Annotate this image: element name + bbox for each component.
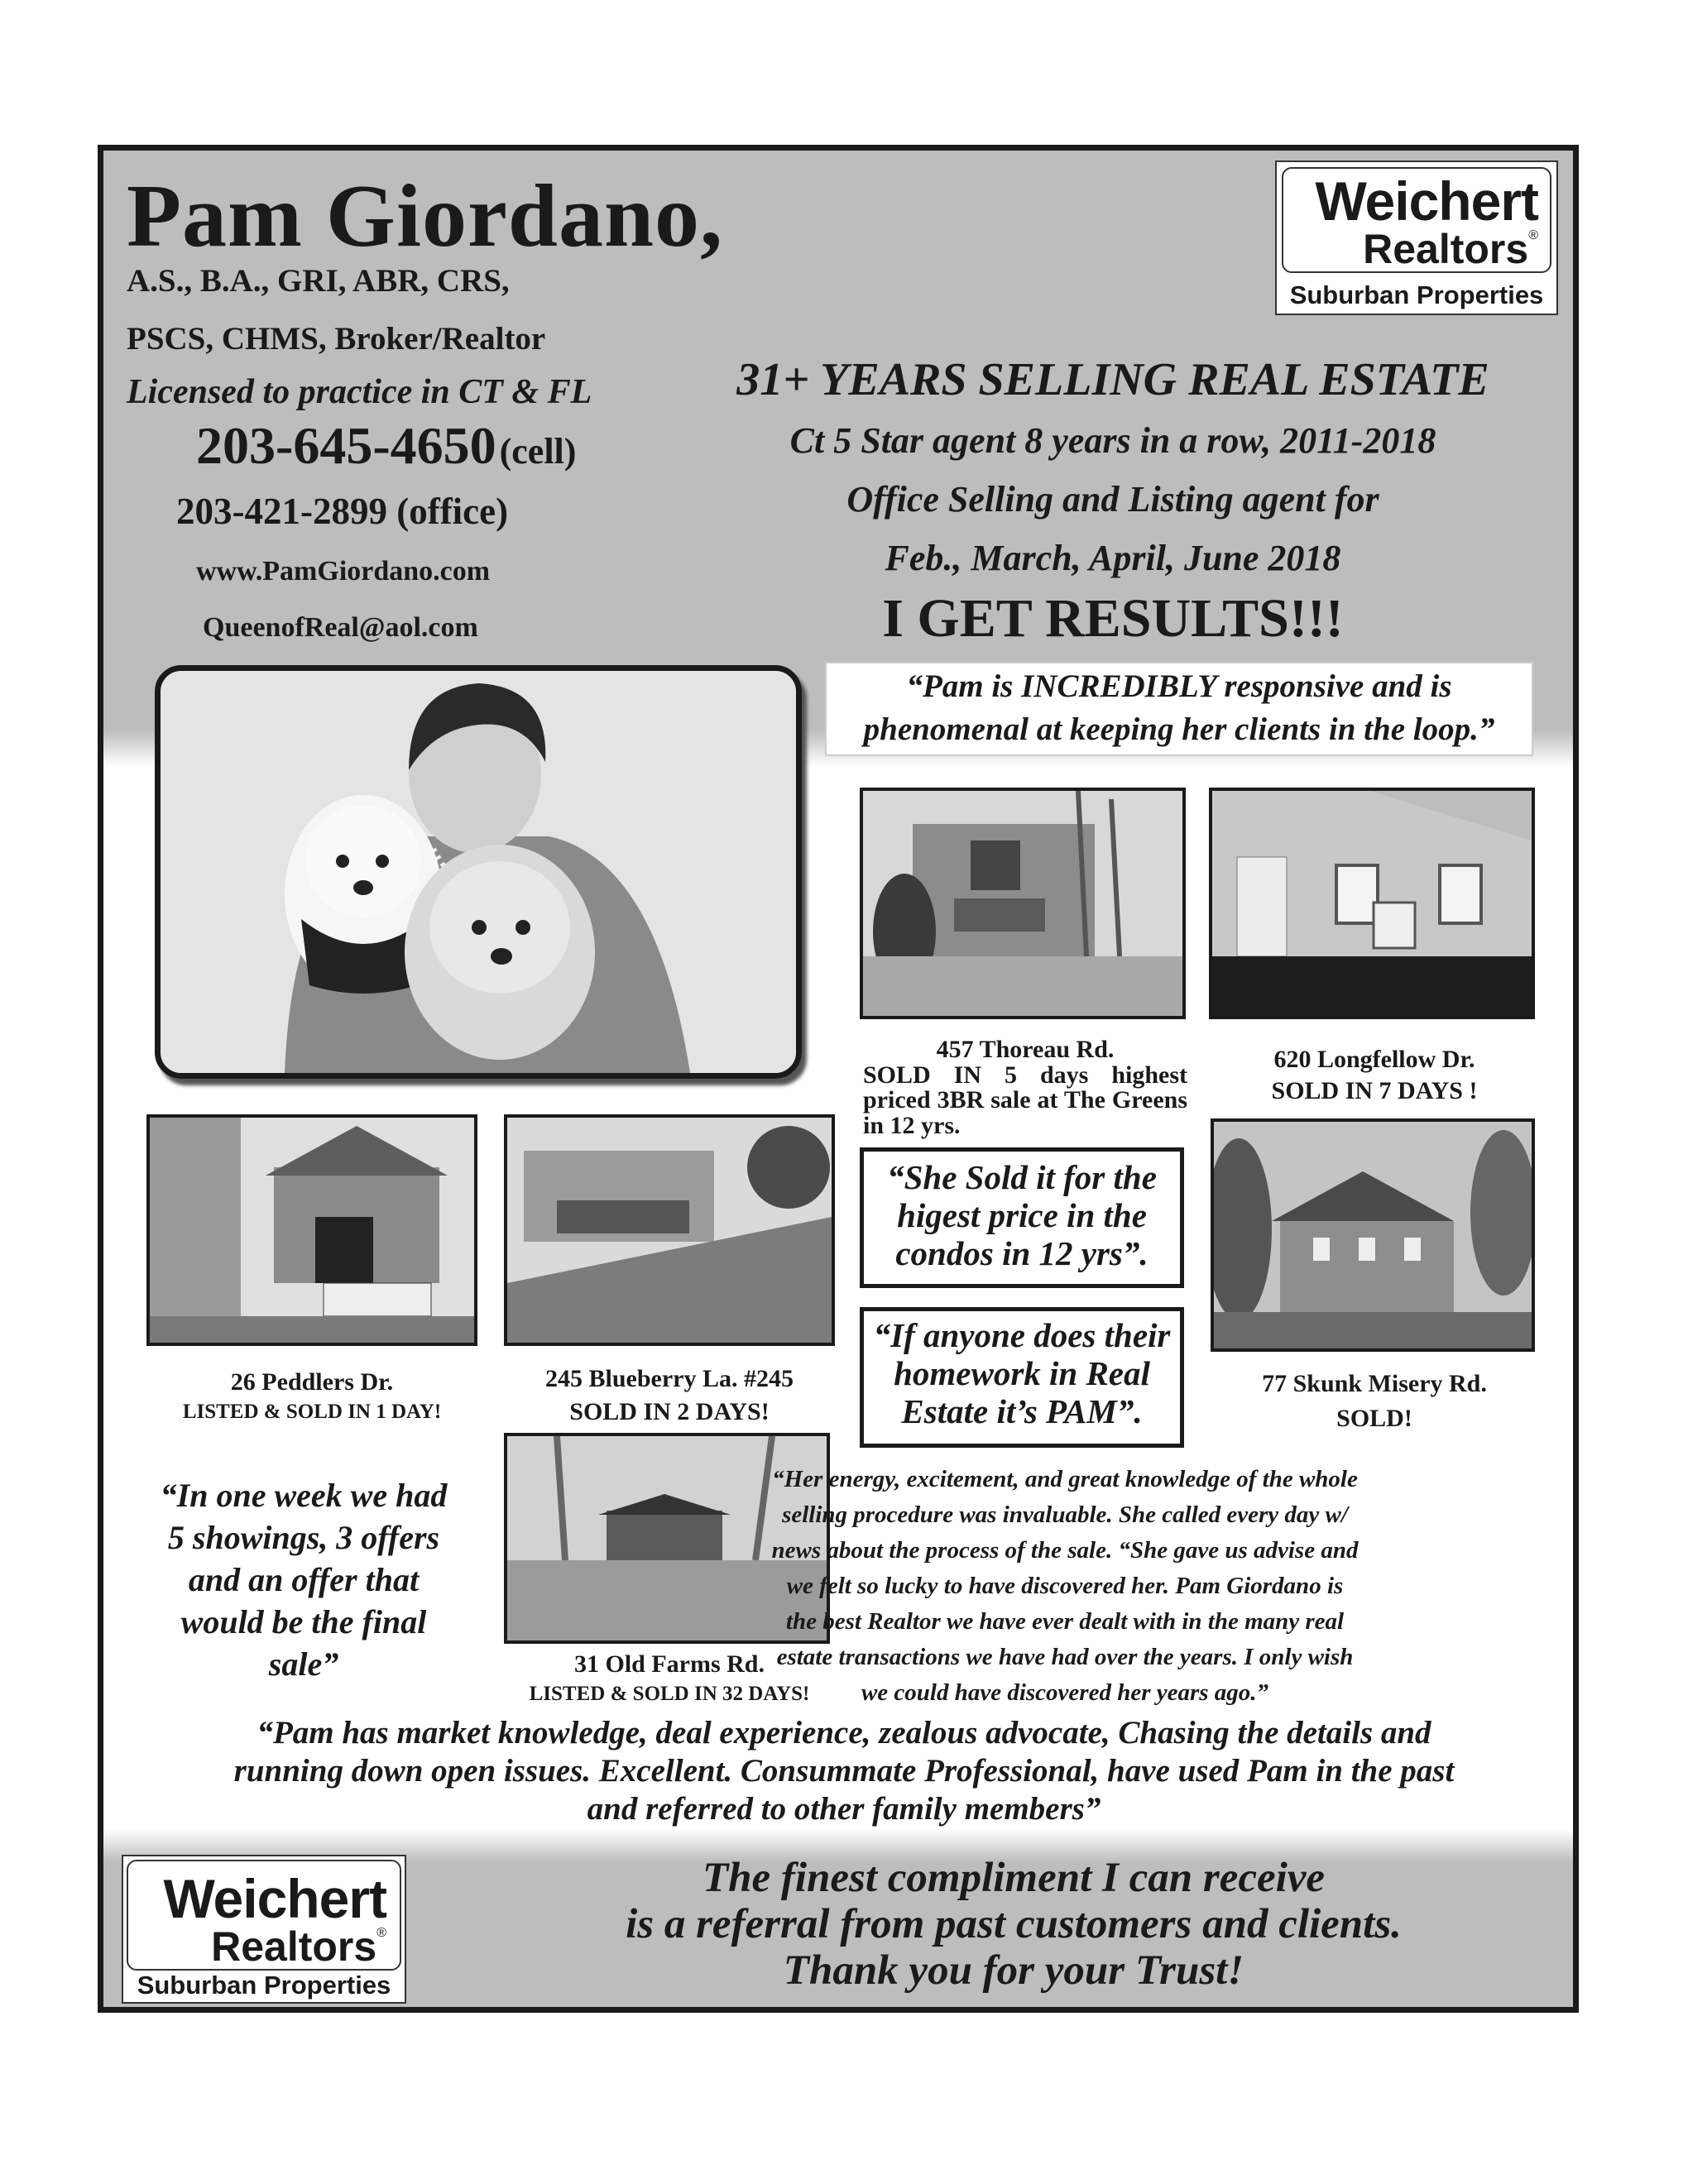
listing-address: 77 Skunk Misery Rd. <box>1262 1370 1487 1397</box>
logo-subtitle: Suburban Properties <box>1277 280 1556 310</box>
quote-line: would be the final <box>180 1603 427 1640</box>
years-headline: 31+ YEARS SELLING REAL ESTATE <box>736 354 1489 405</box>
weichert-logo-bottom <box>122 1855 406 2004</box>
agent-portrait <box>155 665 802 1079</box>
photo-skunk <box>1211 1118 1535 1352</box>
flyer-frame <box>98 145 1579 2013</box>
quote-line: we felt so lucky to have discovered her. Pam Giordano is <box>786 1573 1344 1599</box>
responsive-quote <box>825 662 1533 756</box>
quote-line: we could have discovered her years ago.” <box>861 1679 1269 1706</box>
caption-blueberry <box>504 1363 835 1429</box>
listing-status: LISTED & SOLD IN 1 DAY! <box>182 1401 442 1423</box>
quote-line: and an offer that <box>188 1561 420 1598</box>
listing-address: 620 Longfellow Dr. <box>1273 1046 1475 1073</box>
house-photo-skunk <box>1214 1122 1532 1348</box>
sold-highest-quote: “She Sold it for the higest price in the condos in 12 yrs”. <box>860 1147 1184 1288</box>
email-link[interactable]: QueenofReal@aol.com <box>203 612 478 643</box>
listing-status: SOLD! <box>1336 1405 1412 1432</box>
listing-status: LISTED & SOLD IN 32 DAYS! <box>529 1683 810 1705</box>
quote-line: 5 showings, 3 offers <box>167 1519 440 1556</box>
photo-peddlers <box>146 1114 477 1346</box>
listing-address: 31 Old Farms Rd. <box>573 1650 765 1678</box>
quote-line: “Pam has market knowledge, deal experience, zealous advocate, Chasing the details and <box>257 1715 1431 1751</box>
logo-subtitle: Suburban Properties <box>123 1971 405 2000</box>
quote-line: running down open issues. Excellent. Consummate Professional, have used Pam in the past <box>233 1753 1455 1789</box>
office-selling-text: Office Selling and Listing agent for <box>846 479 1379 520</box>
quote-line: The finest compliment I can receive <box>702 1855 1326 1901</box>
listing-status: SOLD IN 2 DAYS! <box>569 1398 770 1425</box>
quote-line: estate transactions we have had over the years. I only wish <box>776 1644 1354 1670</box>
photo-longfellow <box>1209 788 1535 1019</box>
quote-line: the best Realtor we have ever dealt with in the many real <box>785 1608 1345 1635</box>
interior-photo-longfellow <box>1212 791 1532 1016</box>
quote-line: Thank you for your Trust! <box>783 1947 1244 1994</box>
quote-line: and referred to other family members” <box>587 1791 1101 1827</box>
homework-quote: “If anyone does their homework in Real Estate it’s PAM”. <box>860 1307 1184 1448</box>
one-week-quote <box>155 1474 453 1685</box>
photo-blueberry <box>504 1114 835 1346</box>
logo-word-weichert: Weichert <box>1315 170 1538 232</box>
logo-word-realtors: Realtors <box>1363 226 1529 272</box>
weichert-logo-top <box>1275 160 1558 315</box>
caption-thoreau <box>860 1037 1191 1138</box>
energy-quote <box>717 1462 1412 1711</box>
quote-line: selling procedure was invaluable. She called every day w/ <box>782 1502 1348 1528</box>
quote-line: “Her energy, excitement, and great knowledge of the whole <box>772 1466 1358 1492</box>
quote-line: sale” <box>268 1645 339 1683</box>
photo-thoreau <box>860 788 1186 1019</box>
quote-line: news about the process of the sale. “She gave us advise and <box>771 1537 1359 1564</box>
house-photo-peddlers <box>150 1118 474 1343</box>
listing-address: 245 Blueberry La. #245 <box>545 1365 794 1392</box>
listing-address: 26 Peddlers Dr. <box>230 1368 394 1396</box>
registered-mark: ® <box>1528 228 1538 242</box>
quote-line: is a referral from past customers and clients. <box>626 1901 1402 1947</box>
caption-peddlers <box>146 1367 477 1426</box>
cell-number: 203-645-4650 <box>196 416 496 475</box>
office-phone: 203-421-2899 (office) <box>176 491 509 532</box>
caption-longfellow <box>1209 1044 1540 1106</box>
agent-name: Pam Giordano, <box>127 167 724 266</box>
house-photo-thoreau <box>863 791 1182 1016</box>
cell-label: (cell) <box>499 431 577 472</box>
quote-line: “Pam is INCREDIBLY responsive and is <box>906 668 1452 704</box>
listing-address: 457 Thoreau Rd. <box>936 1036 1115 1063</box>
quote-line: phenomenal at keeping her clients in the loop.” <box>863 711 1495 747</box>
house-photo-blueberry <box>507 1118 832 1343</box>
market-knowledge-quote <box>128 1714 1560 1828</box>
registered-mark: ® <box>376 1926 386 1940</box>
star-agent-text: Ct 5 Star agent 8 years in a row, 2011-2018 <box>789 420 1436 461</box>
months-text: Feb., March, April, June 2018 <box>885 538 1341 578</box>
credentials-line-1: A.S., B.A., GRI, ABR, CRS, <box>127 263 510 299</box>
portrait-illustration <box>161 671 796 1073</box>
quote-line: “In one week we had <box>160 1477 448 1514</box>
listing-status: SOLD IN 7 DAYS ! <box>1271 1076 1478 1104</box>
license-text: Licensed to practice in CT & FL <box>127 373 592 411</box>
cell-phone <box>196 415 576 477</box>
credentials-line-2: PSCS, CHMS, Broker/Realtor <box>127 321 546 357</box>
results-text: I GET RESULTS!!! <box>882 588 1344 649</box>
logo-word-weichert: Weichert <box>163 1868 386 1929</box>
finest-compliment-text <box>517 1855 1510 1994</box>
website-link[interactable]: www.PamGiordano.com <box>196 556 491 587</box>
logo-word-realtors: Realtors <box>211 1923 377 1970</box>
listing-status: SOLD IN 5 days highest priced 3BR sale at The Greens in 12 yrs. <box>863 1061 1187 1139</box>
caption-skunk <box>1209 1367 1540 1436</box>
